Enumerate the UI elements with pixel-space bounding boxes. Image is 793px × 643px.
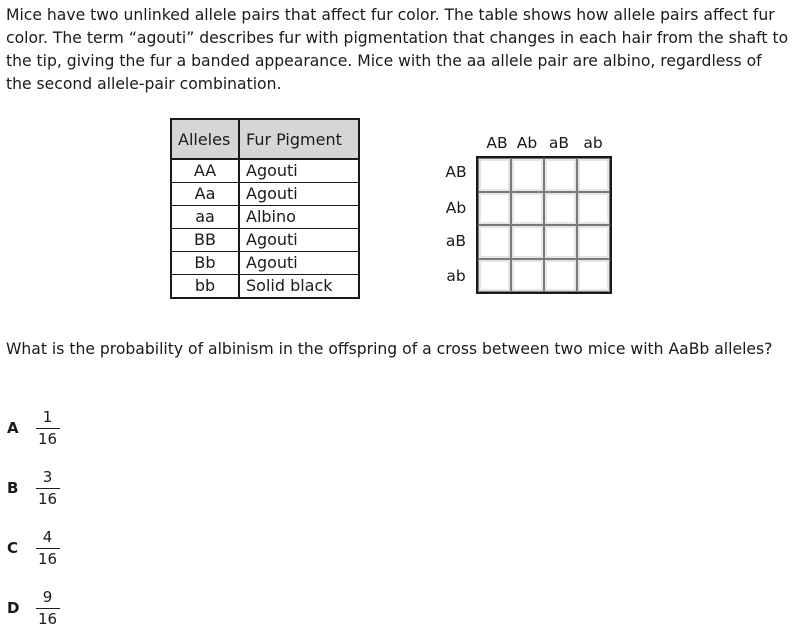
pigment-cell: Solid black bbox=[239, 275, 359, 299]
choice-letter: C bbox=[7, 539, 19, 557]
answer-choice-a[interactable] bbox=[7, 406, 60, 450]
punnett-column-header: AB bbox=[486, 134, 508, 152]
fraction-denominator: 16 bbox=[38, 429, 58, 448]
punnett-cell bbox=[478, 225, 511, 259]
punnett-row-header: ab bbox=[446, 267, 466, 285]
punnett-cell bbox=[544, 225, 577, 259]
punnett-row-header: AB bbox=[445, 163, 467, 181]
punnett-cell bbox=[544, 192, 577, 226]
fraction-bar bbox=[36, 488, 60, 489]
pigment-cell: Agouti bbox=[239, 159, 359, 183]
table-row bbox=[171, 159, 359, 183]
punnett-cell bbox=[577, 158, 610, 192]
punnett-cell bbox=[478, 158, 511, 192]
fur-pigment-column-header: Fur Pigment bbox=[239, 119, 359, 159]
fraction-numerator: 3 bbox=[42, 467, 53, 486]
choice-letter: A bbox=[7, 419, 19, 437]
pigment-cell: Agouti bbox=[239, 252, 359, 275]
punnett-cell bbox=[577, 192, 610, 226]
table-row bbox=[171, 275, 359, 299]
punnett-column-header: Ab bbox=[516, 134, 538, 152]
punnett-column-header: aB bbox=[548, 134, 570, 152]
punnett-row-header: aB bbox=[445, 232, 467, 250]
choice-letter: D bbox=[7, 599, 20, 617]
table-row bbox=[171, 183, 359, 206]
allele-cell: Bb bbox=[171, 252, 239, 275]
punnett-row-header: Ab bbox=[445, 199, 467, 217]
punnett-column-header: ab bbox=[583, 134, 603, 152]
allele-cell: aa bbox=[171, 206, 239, 229]
question-text: What is the probability of albinism in the offspring of a cross between two mice with AaBb alleles? bbox=[6, 340, 773, 358]
passage-text: Mice have two unlinked allele pairs that affect fur color. The table shows how allele pairs affect fur color. The term “agouti” describes fur with pigmentation that changes in each hair from the shaft to the tip, giving the fur a banded appearance. Mice with the aa allele pair are albino, regardless of the second allele-pair combination. bbox=[6, 6, 789, 93]
allele-table bbox=[170, 118, 360, 299]
fraction-numerator: 4 bbox=[42, 527, 53, 546]
allele-column-header: Alleles bbox=[171, 119, 239, 159]
answer-choice-b[interactable] bbox=[7, 466, 60, 510]
pigment-cell: Agouti bbox=[239, 183, 359, 206]
allele-cell: BB bbox=[171, 229, 239, 252]
punnett-cell bbox=[577, 225, 610, 259]
fraction-denominator: 16 bbox=[38, 549, 58, 568]
allele-cell: Aa bbox=[171, 183, 239, 206]
allele-cell: AA bbox=[171, 159, 239, 183]
fraction-denominator: 16 bbox=[38, 489, 58, 508]
choice-fraction bbox=[35, 468, 60, 509]
punnett-cell bbox=[478, 192, 511, 226]
fraction-bar bbox=[36, 608, 60, 609]
punnett-grid bbox=[476, 156, 612, 294]
choice-fraction bbox=[35, 588, 60, 629]
punnett-cell bbox=[544, 158, 577, 192]
choice-fraction bbox=[35, 528, 60, 569]
fraction-bar bbox=[36, 548, 60, 549]
fraction-numerator: 9 bbox=[42, 587, 53, 606]
choice-fraction bbox=[35, 408, 60, 449]
punnett-cell bbox=[544, 259, 577, 293]
fraction-numerator: 1 bbox=[42, 407, 53, 426]
choice-letter: B bbox=[7, 479, 19, 497]
punnett-cell bbox=[511, 158, 544, 192]
table-row bbox=[171, 252, 359, 275]
table-row bbox=[171, 206, 359, 229]
fraction-denominator: 16 bbox=[38, 609, 58, 628]
punnett-cell bbox=[577, 259, 610, 293]
allele-table-header-row bbox=[171, 119, 359, 159]
pigment-cell: Agouti bbox=[239, 229, 359, 252]
punnett-cell bbox=[511, 259, 544, 293]
pigment-cell: Albino bbox=[239, 206, 359, 229]
punnett-cell bbox=[511, 225, 544, 259]
allele-cell: bb bbox=[171, 275, 239, 299]
answer-choice-d[interactable] bbox=[7, 586, 60, 630]
fraction-bar bbox=[36, 428, 60, 429]
table-row bbox=[171, 229, 359, 252]
punnett-cell bbox=[478, 259, 511, 293]
answer-choice-c[interactable] bbox=[7, 526, 60, 570]
punnett-cell bbox=[511, 192, 544, 226]
